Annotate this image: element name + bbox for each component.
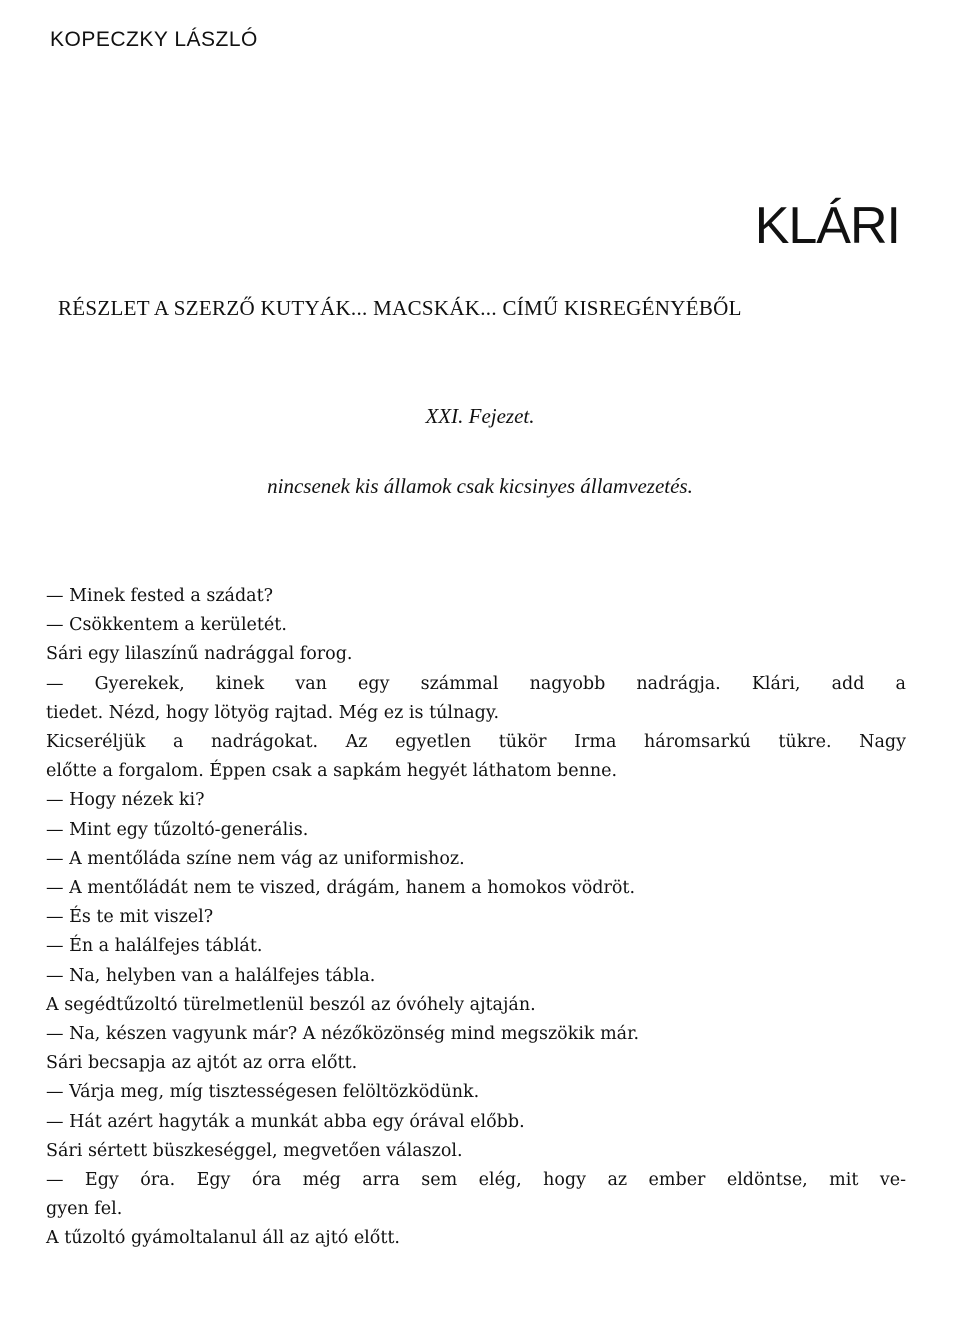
text-line: — Várja meg, míg tisztességesen felöltözködünk.: [46, 1082, 480, 1103]
story-subtitle: RÉSZLET A SZERZŐ KUTYÁK... MACSKÁK... CÍMŰ KISREGÉNYÉBŐL: [58, 296, 742, 320]
text-line: — Na, helyben van a halálfejes tábla.: [46, 965, 376, 986]
text-line: — A mentőládát nem te viszed, drágám, hanem a homokos vödröt.: [46, 878, 636, 899]
story-title: KLÁRI: [754, 197, 900, 255]
text-line: Kicseréljük a nadrágokat. Az egyetlen tükör Irma háromsarkú tükre. Nagy: [46, 732, 906, 753]
text-line: Sári becsapja az ajtót az orra előtt.: [46, 1053, 358, 1074]
text-line: — A mentőláda színe nem vág az uniformishoz.: [46, 848, 465, 869]
text-line: — Na, készen vagyunk már? A nézőközönség mind megszökik már.: [46, 1024, 640, 1045]
text-line: Sári sértett büszkeséggel, megvetően válaszol.: [46, 1140, 463, 1161]
text-line: gyen fel.: [46, 1199, 123, 1220]
author-name: KOPECZKY LÁSZLÓ: [50, 28, 258, 51]
text-line: előtte a forgalom. Éppen csak a sapkám hegyét láthatom benne.: [46, 761, 618, 782]
text-line: A segédtűzoltó türelmetlenül beszól az óvóhely ajtaján.: [46, 994, 536, 1015]
text-line: tiedet. Nézd, hogy lötyög rajtad. Még ez is túlnagy.: [46, 702, 500, 723]
text-line: — Mint egy tűzoltó-generális.: [46, 819, 309, 840]
text-line: — Csökkentem a kerületét.: [46, 615, 287, 636]
text-line: — Hát azért hagyták a munkát abba egy órával előbb.: [46, 1111, 525, 1132]
text-line: — Egy óra. Egy óra még arra sem elég, hogy az ember eldöntse, mit ve-: [46, 1170, 906, 1191]
chapter-motto: nincsenek kis államok csak kicsinyes államvezetés.: [267, 474, 693, 498]
text-line: — Én a halálfejes táblát.: [46, 936, 263, 957]
text-line: — Hogy nézek ki?: [46, 790, 205, 811]
text-line: A tűzoltó gyámoltalanul áll az ajtó előtt.: [46, 1228, 400, 1249]
chapter-heading: XXI. Fejezet.: [425, 404, 535, 428]
text-line: — És te mit viszel?: [46, 907, 214, 928]
text-line: — Minek fested a szádat?: [46, 586, 274, 606]
body-text: [46, 582, 906, 1254]
text-line: — Gyerekek, kinek van egy számmal nagyobb nadrágja. Klári, add a: [46, 673, 906, 694]
text-line: Sári egy lilaszínű nadrággal forog.: [46, 644, 353, 665]
